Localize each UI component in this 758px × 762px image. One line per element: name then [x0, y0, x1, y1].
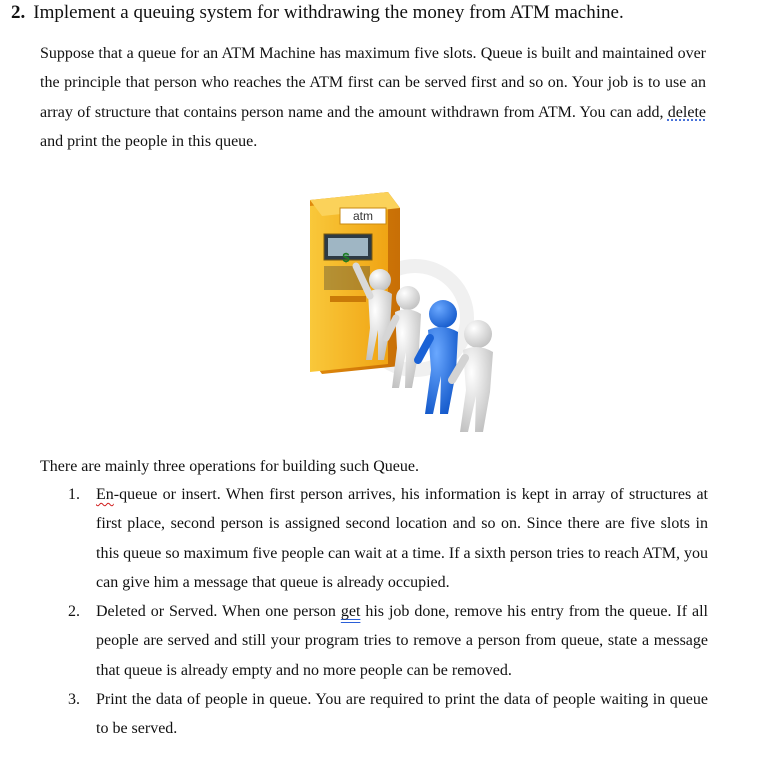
description-text-part2: and print the people in this queue. [40, 132, 258, 150]
operation-text-post: his job done, remove his entry from the queue. If all people are served and still your program tries to remove a person from queue, state a message that queue is already empty and no more people can be removed. [96, 603, 708, 679]
operations-list [40, 480, 708, 744]
operation-item-2 [40, 597, 708, 685]
dollar-icon: $ [342, 250, 350, 265]
underlined-word-get: get [340, 603, 361, 621]
task-number: 2. [11, 2, 26, 23]
operation-number: 2. [68, 603, 80, 621]
operation-text-pre: Deleted or Served. When one person [96, 603, 341, 621]
atm-sign-label: atm [352, 209, 374, 223]
operation-text: -queue or insert. When first person arrives, his information is kept in array of structures at first place, second person is assigned second location and so on. Since there are five slots in this queue so maximum five people can wait at a time. If a sixth person tries to reach ATM, you can give him a message that queue is already occupied. [96, 486, 708, 591]
atm-queue-illustration [300, 188, 500, 436]
description-paragraph [40, 39, 706, 156]
description-text-part1: Suppose that a queue for an ATM Machine has maximum five slots. Queue is built and maintained over the principle that person who reaches the ATM first can be served first and so on. Your job is to use an array of structure that contains person name and the amount withdrawn from ATM. You can add, [40, 45, 706, 121]
operation-text: Print the data of people in queue. You are required to print the data of people waiting in queue to be served. [96, 691, 708, 738]
task-title: Implement a queuing system for withdrawing the money from ATM machine. [33, 2, 624, 23]
operation-item-1 [40, 480, 708, 597]
underlined-word-delete: delete [667, 103, 706, 121]
operation-item-3 [40, 685, 708, 744]
operations-intro: There are mainly three operations for building such Queue. [40, 458, 419, 475]
person-figure-blue [418, 300, 458, 414]
operation-lead-word: En [96, 486, 114, 503]
task-heading [11, 1, 624, 25]
operation-number: 3. [68, 691, 80, 709]
operation-number: 1. [68, 486, 80, 503]
